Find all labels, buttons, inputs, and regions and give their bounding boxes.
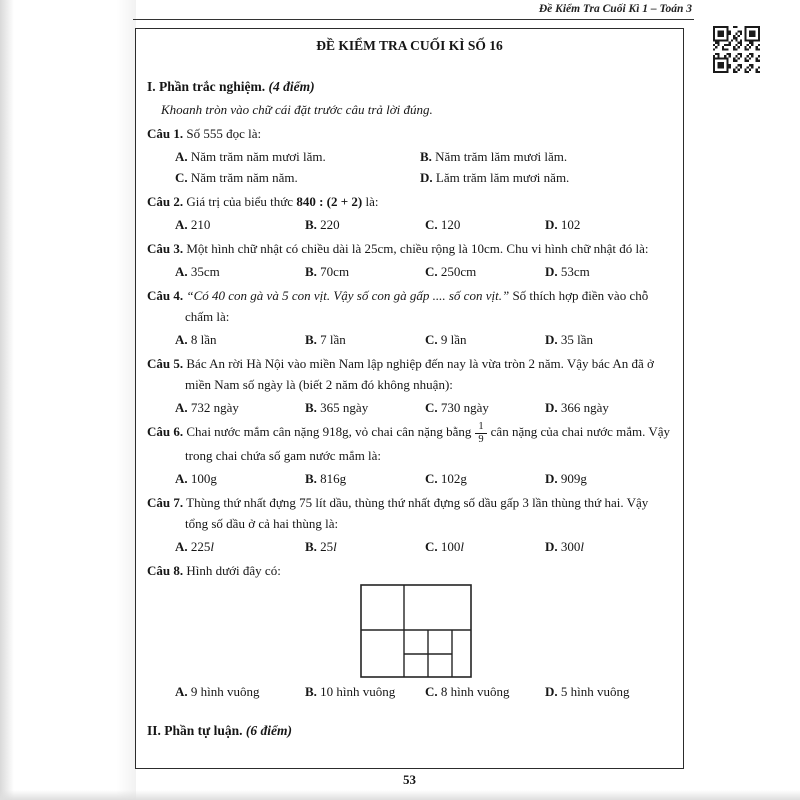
question-5-options (175, 397, 672, 418)
option-text: 250cm (440, 264, 477, 279)
option-d (545, 261, 672, 282)
option-d (545, 397, 672, 418)
option-letter: C. (175, 170, 188, 185)
option-letter: A. (175, 217, 188, 232)
squares-figure (360, 584, 472, 678)
option-d (545, 214, 672, 235)
option-a (175, 397, 305, 418)
option-text: 25 (320, 539, 334, 555)
qr-code (713, 26, 760, 73)
question-3 (147, 238, 672, 259)
option-text: 366 ngày (560, 400, 609, 415)
option-unit: l (333, 539, 337, 555)
section-1-points: (4 điểm) (268, 79, 315, 94)
option-letter: C. (425, 332, 438, 347)
option-letter: B. (305, 400, 317, 415)
option-letter: C. (425, 400, 438, 415)
option-text: 5 hình vuông (560, 684, 630, 700)
question-1-label: Câu 1. (147, 126, 184, 141)
option-unit: l (460, 539, 465, 555)
option-text: 100g (190, 471, 217, 487)
section-1-heading-text: I. Phần trắc nghiệm. (147, 79, 266, 94)
option-c (425, 329, 545, 350)
option-text: 220 (320, 217, 340, 232)
question-7-text: Thùng thứ nhất đựng 75 lít dầu, thùng thứ nhất đựng số dầu gấp 3 lần thùng thứ hai. Vậy tổng số dầu ở cả hai thùng là: (185, 495, 649, 532)
option-a (175, 536, 305, 557)
option-letter: C. (425, 684, 438, 700)
option-a (175, 329, 305, 350)
option-d (545, 329, 672, 350)
option-a (175, 468, 305, 489)
option-text: 210 (190, 217, 211, 232)
question-5-text: Bác An rời Hà Nội vào miền Nam lập nghiệp đến nay là vừa tròn 2 năm. Vậy bác An đã ở miền Nam số ngày là (biết 2 năm đó không nhuận): (185, 356, 654, 392)
option-letter: B. (305, 332, 317, 347)
option-letter: C. (425, 471, 438, 487)
option-d (545, 681, 672, 702)
option-letter: D. (420, 170, 433, 185)
page-bottom-edge-shadow (0, 790, 800, 800)
option-text: 9 lần (440, 332, 467, 347)
option-text: 35 lần (560, 332, 594, 347)
fraction-numerator: 1 (475, 421, 486, 434)
option-letter: D. (545, 684, 558, 700)
option-text: 102 (560, 217, 581, 232)
option-text: 816g (320, 471, 347, 487)
question-7 (147, 492, 672, 534)
question-2 (147, 191, 672, 212)
option-letter: A. (175, 684, 188, 700)
option-letter: B. (305, 264, 317, 279)
test-paper (135, 28, 684, 769)
option-letter: D. (545, 471, 558, 487)
option-unit: l (580, 539, 585, 555)
option-letter: B. (420, 149, 432, 164)
option-letter: C. (425, 217, 438, 232)
option-text: 9 hình vuông (190, 684, 260, 700)
question-4-quote: “Có 40 con gà và 5 con vịt. Vậy số con gà gấp .... số con vịt.” (186, 288, 510, 303)
option-a (175, 261, 305, 282)
option-b (305, 536, 425, 557)
option-d (420, 167, 672, 188)
option-text: Lăm trăm lăm mươi năm. (435, 170, 570, 185)
option-letter: B. (305, 684, 317, 700)
option-c (425, 261, 545, 282)
question-3-text: Một hình chữ nhật có chiều dài là 25cm, chiều rộng là 10cm. Chu vi hình chữ nhật đó là: (186, 241, 649, 256)
option-text: Năm trăm năm năm. (190, 170, 298, 185)
option-text: 909g (560, 471, 587, 487)
instruction: Khoanh tròn vào chữ cái đặt trước câu trả lời đúng. (161, 102, 433, 117)
page-left-edge-shadow (0, 0, 14, 800)
option-text: Năm trăm năm mươi lăm. (190, 149, 326, 164)
option-letter: B. (305, 471, 317, 487)
option-letter: D. (545, 332, 558, 347)
question-2-text-pre: Giá trị của biểu thức (186, 194, 297, 209)
option-text: 8 hình vuông (440, 684, 510, 700)
option-b (305, 468, 425, 489)
question-6-text-pre: Chai nước mắm cân nặng 918g, vỏ chai cân nặng bằng (186, 424, 472, 440)
question-2-expression: 840 : (2 + 2) (296, 194, 363, 209)
option-letter: D. (545, 264, 558, 279)
option-letter: A. (175, 400, 188, 415)
option-d (545, 536, 672, 557)
option-b (305, 397, 425, 418)
question-7-label: Câu 7. (147, 495, 184, 511)
option-a (175, 214, 305, 235)
page-spine-shadow (116, 0, 136, 800)
option-text: 730 ngày (440, 400, 489, 415)
running-header: Đề Kiểm Tra Cuối Kì 1 – Toán 3 (538, 3, 692, 15)
option-letter: C. (425, 264, 438, 279)
question-6-options (175, 468, 672, 489)
page-number: 53 (403, 772, 416, 787)
page-title: ĐỀ KIỂM TRA CUỐI KÌ SỐ 16 (316, 38, 503, 53)
question-2-text-post: là: (362, 194, 379, 209)
option-text: 120 (440, 217, 461, 232)
option-unit: l (210, 539, 215, 555)
option-letter: A. (175, 332, 188, 347)
question-4-options (175, 329, 672, 350)
option-a (175, 681, 305, 702)
question-7-options (175, 536, 672, 557)
question-4 (147, 285, 672, 327)
option-b (420, 146, 672, 167)
option-letter: B. (305, 539, 317, 555)
option-text: 35cm (190, 264, 220, 279)
option-b (305, 214, 425, 235)
option-text: 7 lần (320, 332, 346, 347)
section-2-points: (6 điểm) (245, 723, 293, 739)
option-c (425, 536, 545, 557)
question-2-label: Câu 2. (147, 194, 184, 209)
option-letter: A. (175, 539, 188, 555)
option-c (425, 397, 545, 418)
question-4-label: Câu 4. (147, 288, 184, 303)
question-8-figure (360, 584, 672, 678)
option-letter: A. (175, 471, 188, 487)
option-b (305, 329, 425, 350)
question-5 (147, 353, 672, 395)
section-2-heading (147, 720, 672, 741)
option-text: 100 (440, 539, 461, 555)
header-rule (133, 19, 694, 20)
option-c (175, 167, 420, 188)
question-5-label: Câu 5. (147, 356, 184, 371)
question-1 (147, 123, 672, 144)
option-d (545, 468, 672, 489)
option-a (175, 146, 420, 167)
question-2-options (175, 214, 672, 235)
option-text: 10 hình vuông (320, 684, 396, 700)
question-6-text-post: cân nặng của chai nước mắm. Vậy trong chai chứa số gam nước mắm là: (185, 424, 671, 464)
option-letter: A. (175, 149, 188, 164)
option-letter: D. (545, 539, 558, 555)
option-letter: A. (175, 264, 188, 279)
question-8-label: Câu 8. (147, 563, 184, 579)
option-text: Năm trăm lăm mươi lăm. (435, 149, 568, 164)
question-8-text: Hình dưới đây có: (186, 563, 281, 579)
question-1-options (175, 146, 672, 188)
option-text: 300 (560, 539, 581, 555)
option-letter: B. (305, 217, 317, 232)
option-c (425, 681, 545, 702)
fraction-denominator: 9 (478, 433, 484, 445)
question-4-text-post: Số thích hợp điền vào chỗ chấm là: (185, 288, 649, 324)
option-c (425, 468, 545, 489)
option-c (425, 214, 545, 235)
question-8-options (175, 681, 672, 702)
option-text: 102g (440, 471, 467, 487)
option-letter: C. (425, 539, 438, 555)
option-text: 225 (190, 539, 211, 555)
option-letter: D. (545, 400, 558, 415)
option-text: 8 lần (190, 332, 217, 347)
option-text: 53cm (560, 264, 590, 279)
option-b (305, 261, 425, 282)
question-1-text: Số 555 đọc là: (186, 126, 262, 141)
question-8 (147, 560, 672, 581)
section-2-heading-text: II. Phần tự luận. (147, 723, 243, 739)
option-b (305, 681, 425, 702)
option-text: 365 ngày (320, 400, 369, 415)
option-text: 70cm (320, 264, 350, 279)
question-6 (147, 421, 672, 466)
section-1-heading (147, 76, 672, 97)
option-text: 732 ngày (190, 400, 239, 415)
question-3-options (175, 261, 672, 282)
question-3-label: Câu 3. (147, 241, 184, 256)
question-6-label: Câu 6. (147, 424, 184, 440)
option-letter: D. (545, 217, 558, 232)
fraction-1-9 (475, 421, 486, 445)
